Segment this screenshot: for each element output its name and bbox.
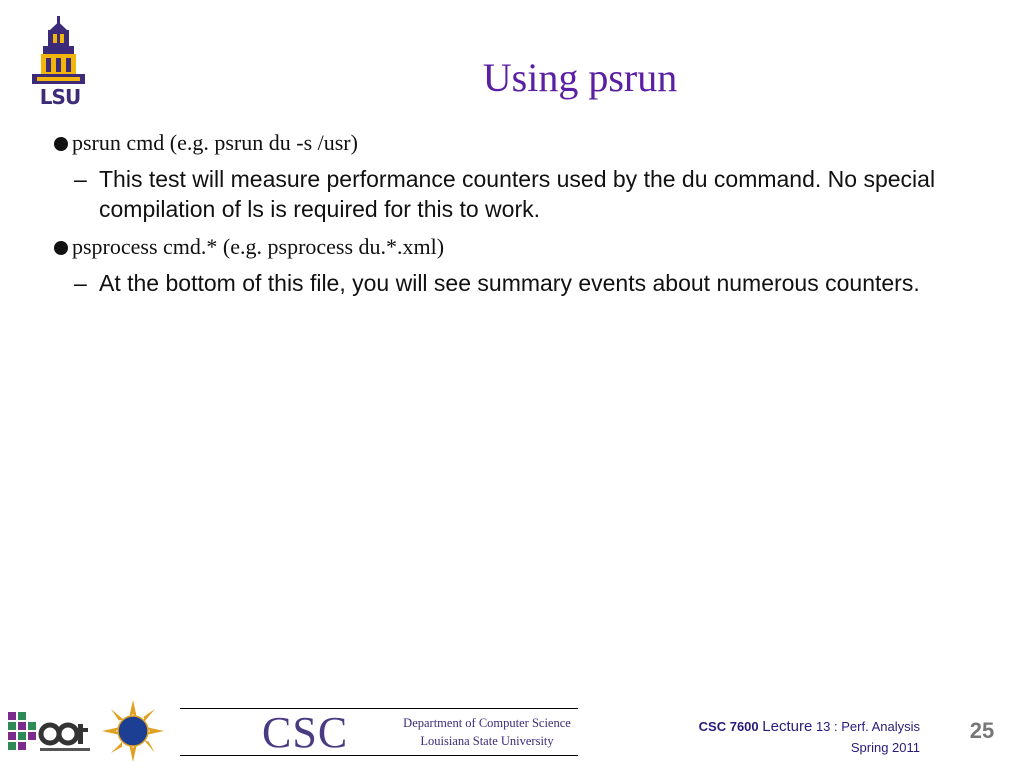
term-line: Spring 2011 xyxy=(850,740,920,755)
university-line: Louisiana State University xyxy=(420,734,554,748)
csc-logo-text: CSC xyxy=(262,708,349,757)
sub-bullet-text: At the bottom of this file, you will see summary events about numerous counters. xyxy=(99,270,920,296)
lsu-logo-text: LSU xyxy=(39,85,81,109)
department-text xyxy=(402,714,572,750)
dash-icon: – xyxy=(74,270,87,296)
bullet-item xyxy=(54,230,974,264)
footer-course-info xyxy=(600,716,920,758)
slide-title: Using psrun xyxy=(482,55,678,100)
bullet-text: psprocess cmd.* (e.g. psprocess du.*.xml) xyxy=(72,234,445,259)
bullet-item xyxy=(54,126,974,160)
bullet-dot-icon xyxy=(54,137,68,151)
sub-bullet-text: This test will measure performance counters used by the du command. No special compilation of ls is required for this to work. xyxy=(99,166,936,222)
page-number: 25 xyxy=(969,718,995,743)
lecture-word: Lecture xyxy=(762,718,813,735)
course-code: CSC 7600 xyxy=(698,719,759,734)
course-line xyxy=(600,716,920,737)
sub-bullet-item xyxy=(54,164,974,224)
lecture-detail: 13 : Perf. Analysis xyxy=(815,719,920,734)
department-line: Department of Computer Science xyxy=(403,716,571,730)
nsf-logo xyxy=(102,700,164,762)
dash-icon: – xyxy=(74,166,87,192)
csc-banner xyxy=(180,708,578,756)
cct-logo xyxy=(8,708,94,758)
slide-content xyxy=(54,124,974,304)
bullet-dot-icon xyxy=(54,241,68,255)
sub-bullet-item xyxy=(54,268,974,298)
bullet-text: psrun cmd (e.g. psrun du -s /usr) xyxy=(72,130,358,155)
